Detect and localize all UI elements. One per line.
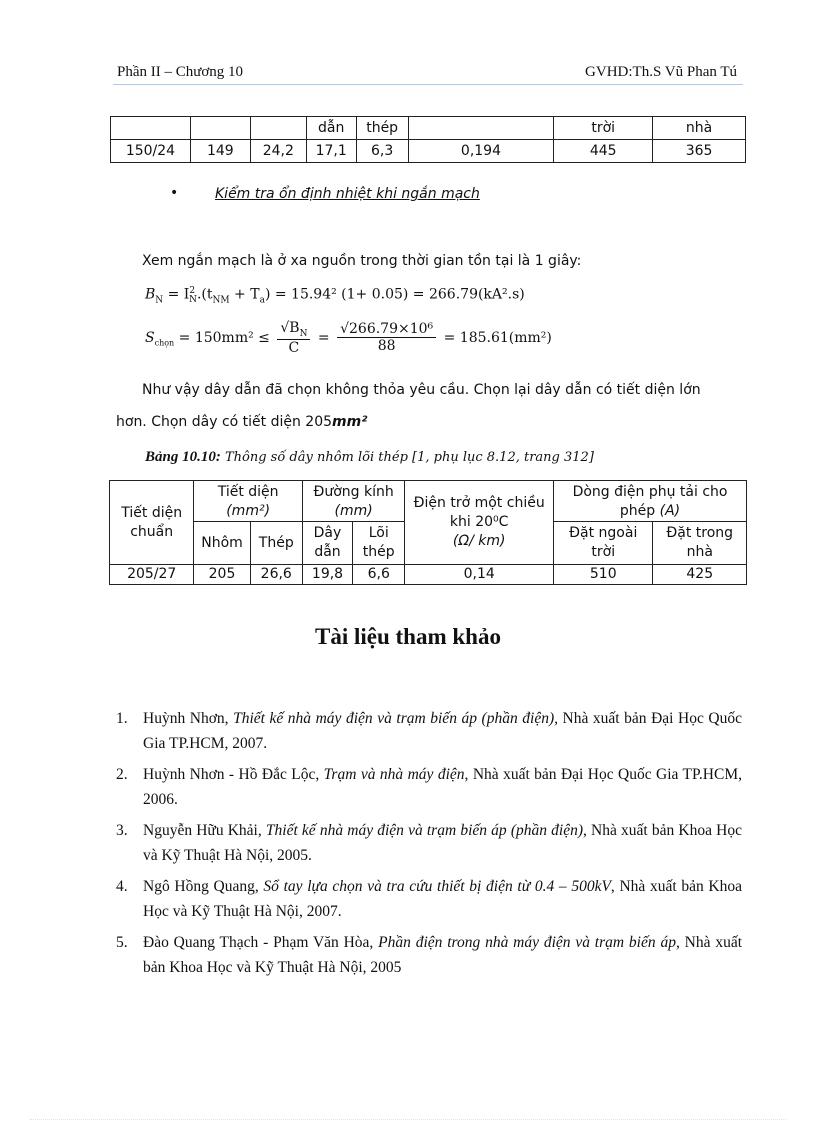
table-row (111, 117, 746, 140)
header-dc-resistance (405, 481, 554, 565)
list-item (116, 930, 742, 980)
header-section (194, 481, 302, 522)
header-conductor: Dây dẫn (302, 522, 352, 565)
formula-sub: N (155, 295, 164, 306)
table-cell: 6,3 (356, 140, 408, 163)
bullet-text: Kiểm tra ổn định nhiệt khi ngắn mạch (215, 186, 480, 202)
reference-author: Ngô Hồng Quang, (143, 878, 264, 895)
reference-publisher: , Nhà xuất bản Khoa Học và Kỹ Thuật Hà Nội, 2007. (143, 878, 742, 920)
table-cell: 510 (554, 565, 653, 585)
list-number: 4. (116, 878, 128, 895)
header-outdoor: Đặt ngoài trời (554, 522, 653, 565)
table-cell: 0,14 (405, 565, 554, 585)
reference-title: Phần điện trong nhà máy điện và trạm biến áp, (378, 934, 680, 951)
list-number: 3. (116, 822, 128, 839)
list-number: 1. (116, 710, 128, 727)
table-cell (111, 117, 191, 140)
table-cell: 445 (554, 140, 653, 163)
fraction-bn-c (277, 320, 310, 356)
list-number: 5. (116, 934, 128, 951)
header-aluminum: Nhôm (194, 522, 250, 565)
header-text: Dòng điện phụ tải cho phép (572, 484, 728, 519)
header-text: Điện trở một chiều khi 20⁰C (413, 495, 545, 530)
reference-author: Huỳnh Nhơn, (143, 710, 234, 727)
fraction-denominator: C (288, 339, 300, 356)
reference-publisher: Nhà xuất bản Đại Học Quốc Gia TP.HCM, 2007. (143, 710, 742, 752)
reference-title: Sổ tay lựa chọn và tra cứu thiết bị điện từ 0.4 – 500kV (263, 878, 611, 895)
header-text: Đường kính (313, 484, 394, 500)
paragraph-text: hơn. Chọn dây có tiết diện 205 (116, 414, 333, 430)
formula-part: = I (163, 286, 190, 303)
table-cell (408, 117, 554, 140)
formula-sub: N (299, 328, 308, 339)
formula-part: = (313, 329, 335, 346)
formula-part: = 150mm² ≤ (174, 329, 275, 346)
page-header (113, 62, 743, 85)
formula-sub: NM (212, 295, 230, 306)
list-item (116, 874, 742, 924)
table-cell: 26,6 (250, 565, 302, 585)
reference-publisher: Nhà xuất bản Khoa Học và Kỹ Thuật Hà Nội, 2005 (143, 934, 743, 976)
footer-divider (30, 1119, 786, 1120)
list-number: 2. (116, 766, 128, 783)
list-item (116, 818, 742, 868)
formula-sub: N (189, 295, 197, 306)
paragraph-conclusion-line2 (116, 414, 367, 430)
header-left: Phần II – Chương 10 (117, 64, 244, 80)
header-text: Tiết diện (217, 484, 279, 500)
fraction-denominator: 88 (377, 338, 396, 355)
list-item (116, 762, 742, 812)
table-cell: nhà (653, 117, 746, 140)
formula-part: + T (229, 286, 260, 303)
table-cell: 149 (190, 140, 250, 163)
formula-symbol: B (145, 286, 156, 303)
table-cell: 0,194 (408, 140, 554, 163)
reference-title: Trạm và nhà máy điện (323, 766, 465, 783)
unit-text: mm² (332, 414, 368, 430)
header-unit: (A) (659, 503, 681, 519)
references-title: Tài liệu tham khảo (315, 624, 501, 649)
reference-author: Nguyễn Hữu Khải, (143, 822, 266, 839)
table-cell: 6,6 (353, 565, 405, 585)
bullet-icon: • (170, 185, 179, 201)
list-item (116, 706, 742, 756)
aluminum-steel-cable-table (109, 480, 747, 585)
formula-part: .(t (196, 286, 213, 303)
header-standard-section: Tiết diện chuẩn (110, 481, 194, 565)
reference-author: Huỳnh Nhơn - Hồ Đắc Lộc, (143, 766, 324, 783)
table-cell: trời (554, 117, 653, 140)
header-right: GVHD:Th.S Vũ Phan Tú (585, 64, 737, 80)
reference-publisher: , Nhà xuất bản Đại Học Quốc Gia TP.HCM, 2006. (143, 766, 742, 808)
table-cell: 365 (653, 140, 746, 163)
paragraph-intro: Xem ngắn mạch là ở xa nguồn trong thời gian tồn tại là 1 giây: (142, 253, 582, 269)
references-list (116, 706, 742, 986)
fraction-numerator: √B (280, 320, 300, 336)
table-cell (250, 117, 306, 140)
table-cell: dẫn (306, 117, 356, 140)
formula-part: ) = 15.94² (1+ 0.05) = 266.79(kA².s) (264, 286, 525, 303)
table-cell: 425 (653, 565, 747, 585)
header-diameter (302, 481, 404, 522)
header-unit: (mm) (334, 503, 373, 519)
continued-cable-table (110, 116, 746, 163)
table-cell: 205 (194, 565, 250, 585)
reference-author: Đào Quang Thạch - Phạm Văn Hòa, (143, 934, 379, 951)
reference-title: Thiết kế nhà máy điện và trạm biến áp (phần điện), (233, 710, 558, 727)
caption-text: Thông số dây nhôm lõi thép [1, phụ lục 8.12, trang 312] (220, 450, 594, 465)
header-steel: Thép (250, 522, 302, 565)
reference-publisher: , Nhà xuất bản Khoa Học và Kỹ Thuật Hà Nội, 2005. (143, 822, 742, 864)
fraction-numerator: √266.79×10⁶ (337, 321, 436, 338)
formula-bn (145, 286, 525, 305)
formula-sub: a (259, 295, 265, 306)
fraction-value (337, 321, 436, 354)
table-cell: 24,2 (250, 140, 306, 163)
formula-symbol: S (145, 329, 155, 346)
header-allowed-current (554, 481, 747, 522)
formula-sub: chọn (154, 338, 175, 348)
formula-part: = 185.61(mm²) (439, 329, 552, 346)
table-cell: thép (356, 117, 408, 140)
table-cell: 17,1 (306, 140, 356, 163)
caption-label: Bảng 10.10: (145, 449, 221, 465)
formula-sup: 2 (189, 286, 196, 296)
table-caption (145, 449, 594, 466)
reference-title: Thiết kế nhà máy điện và trạm biến áp (phần điện) (265, 822, 584, 839)
table-cell: 150/24 (111, 140, 191, 163)
table-cell (190, 117, 250, 140)
header-unit: (Ω/ km) (452, 533, 506, 549)
header-unit: (mm²) (226, 503, 271, 519)
table-header-row (110, 481, 747, 522)
table-cell: 205/27 (110, 565, 194, 585)
header-steel-core: Lõi thép (353, 522, 405, 565)
paragraph-conclusion-line1: Như vậy dây dẫn đã chọn không thỏa yêu cầu. Chọn lại dây dẫn có tiết diện lớn (142, 382, 701, 398)
table-row (111, 140, 746, 163)
table-row (110, 565, 747, 585)
header-indoor: Đặt trong nhà (653, 522, 747, 565)
table-cell: 19,8 (302, 565, 352, 585)
formula-s-chon (145, 320, 552, 356)
